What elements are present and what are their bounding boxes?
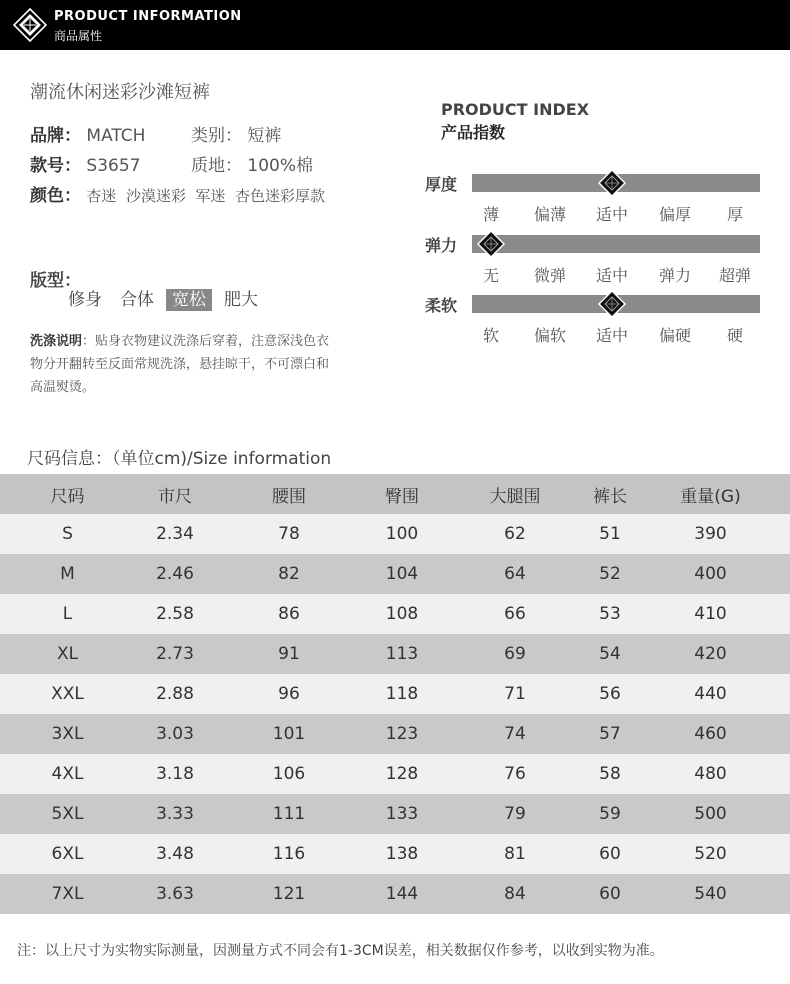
indicator-label: 弹力 [425,236,458,255]
table-cell: 410 [631,594,790,634]
table-cell: 460 [631,714,790,754]
table-header-cell: 裤长 [589,474,631,514]
table-cell: 390 [631,514,790,554]
category-row [191,121,281,146]
table-cell: 108 [363,594,441,634]
table-header-cell: 市尺 [135,474,215,514]
table-cell: 82 [215,554,363,594]
indicator-bar [472,235,760,253]
category-value: 短裤 [247,126,282,146]
material-value: 100%棉 [247,156,314,176]
fit-label: 版型： [30,271,81,291]
table-cell: XXL [0,674,135,714]
table-cell: 2.34 [135,514,215,554]
category-label: 类别： [191,126,242,146]
table-cell: 2.73 [135,634,215,674]
table-cell: 100 [363,514,441,554]
table-cell: 480 [631,754,790,794]
indicator-label: 厚度 [425,175,458,194]
table-header-cell: 腰围 [215,474,363,514]
wash-instructions [30,330,330,399]
indicator-option: 偏软 [533,326,566,345]
fit-option: 肥大 [224,290,258,310]
table-cell: 7XL [0,874,135,914]
table-cell: 64 [441,554,589,594]
table-cell: 2.88 [135,674,215,714]
product-name: 潮流休闲迷彩沙滩短裤 [30,82,210,103]
table-cell: 79 [441,794,589,834]
table-cell: S [0,514,135,554]
table-cell: 2.58 [135,594,215,634]
indicator-option: 适中 [595,326,628,345]
table-row [0,514,790,554]
brand-row [30,121,145,146]
table-cell: 60 [589,834,631,874]
table-row [0,714,790,754]
table-cell: 52 [589,554,631,594]
table-row [0,834,790,874]
indicator-option: 弹力 [658,266,691,285]
header-title-cn: 商品属性 [54,29,103,43]
model-value: S3657 [86,156,141,176]
wash-label: 洗涤说明 [30,334,83,349]
table-cell: 540 [631,874,790,914]
table-row [0,554,790,594]
fit-options [62,289,270,311]
table-cell: 81 [441,834,589,874]
table-cell: 54 [589,634,631,674]
table-cell: 76 [441,754,589,794]
table-cell: 144 [363,874,441,914]
table-row [0,754,790,794]
table-cell: 3XL [0,714,135,754]
table-cell: 500 [631,794,790,834]
material-row [191,151,313,176]
table-header-cell: 尺码 [0,474,135,514]
header-bar [0,0,790,50]
indicator-option: 微弹 [533,266,566,285]
table-cell: 62 [441,514,589,554]
table-cell: 60 [589,874,631,914]
footnote: 注：以上尺寸为实物实际测量，因测量方式不同会有1-3CM误差，相关数据仅作参考，以收到实物为准。 [17,943,664,959]
table-cell: 104 [363,554,441,594]
table-cell: 53 [589,594,631,634]
table-cell: 6XL [0,834,135,874]
indicator-option: 软 [482,326,499,345]
table-cell: 520 [631,834,790,874]
table-cell: 3.18 [135,754,215,794]
table-cell: 113 [363,634,441,674]
brand-logo-icon [13,8,47,42]
indicator-marker-icon [598,290,626,318]
indicator-option: 厚 [726,205,743,224]
fit-option: 合体 [120,290,154,310]
table-cell: 5XL [0,794,135,834]
table-row [0,594,790,634]
size-title: 尺码信息：（单位cm)/Size information [27,449,332,469]
wash-text: ：贴身衣物建议洗涤后穿着，注意深浅色衣物分开翻转至反面常规洗涤，悬挂晾干，不可漂白和高温熨烫。 [30,334,330,395]
table-header-cell: 臀围 [363,474,441,514]
indicator-option: 适中 [595,266,628,285]
table-cell: 440 [631,674,790,714]
material-label: 质地： [191,156,242,176]
table-cell: 128 [363,754,441,794]
table-cell: 118 [363,674,441,714]
table-cell: 101 [215,714,363,754]
brand-value: MATCH [86,126,146,146]
indicator-label: 柔软 [425,296,458,315]
table-cell: 111 [215,794,363,834]
table-cell: XL [0,634,135,674]
brand-label: 品牌： [30,126,81,146]
indicator-option: 适中 [595,205,628,224]
table-cell: 420 [631,634,790,674]
table-cell: 96 [215,674,363,714]
model-row [30,151,140,176]
table-cell: 71 [441,674,589,714]
table-cell: 66 [441,594,589,634]
table-cell: 400 [631,554,790,594]
indicator-option: 超弹 [718,266,751,285]
indicator-option: 偏硬 [658,326,691,345]
table-cell: 84 [441,874,589,914]
table-cell: 4XL [0,754,135,794]
table-cell: 3.48 [135,834,215,874]
color-row [30,181,325,206]
table-cell: 123 [363,714,441,754]
table-row [0,634,790,674]
indicator-option: 薄 [482,205,499,224]
table-row [0,794,790,834]
table-cell: 121 [215,874,363,914]
fit-option: 修身 [68,290,102,310]
index-title-en: PRODUCT INDEX [441,100,590,119]
indicator-option: 偏厚 [658,205,691,224]
table-cell: 133 [363,794,441,834]
table-cell: 78 [215,514,363,554]
model-label: 款号： [30,156,81,176]
table-cell: M [0,554,135,594]
table-cell: 91 [215,634,363,674]
table-cell: 58 [589,754,631,794]
table-cell: 51 [589,514,631,554]
indicator-marker-icon [598,169,626,197]
table-cell: 2.46 [135,554,215,594]
table-cell: 138 [363,834,441,874]
table-cell: 56 [589,674,631,714]
table-header-cell: 重量(G) [631,474,790,514]
table-cell: 3.03 [135,714,215,754]
table-cell: 116 [215,834,363,874]
index-title-cn: 产品指数 [441,123,506,142]
indicator-option: 偏薄 [533,205,566,224]
table-cell: 74 [441,714,589,754]
table-cell: 3.63 [135,874,215,914]
color-values: 杏迷 沙漠迷彩 军迷 杏色迷彩厚款 [86,187,326,205]
table-cell: 59 [589,794,631,834]
table-row [0,674,790,714]
indicator-option: 无 [482,266,499,285]
fit-option: 宽松 [166,289,212,311]
table-row [0,874,790,914]
size-table [0,474,790,914]
table-cell: 57 [589,714,631,754]
table-cell: L [0,594,135,634]
table-cell: 106 [215,754,363,794]
table-header-row [0,474,790,514]
table-cell: 86 [215,594,363,634]
indicator-marker-icon [477,230,505,258]
indicator-option: 硬 [726,326,743,345]
table-header-cell: 大腿围 [441,474,589,514]
table-cell: 3.33 [135,794,215,834]
header-title-en: PRODUCT INFORMATION [54,9,242,24]
table-cell: 69 [441,634,589,674]
color-label: 颜色： [30,186,81,206]
